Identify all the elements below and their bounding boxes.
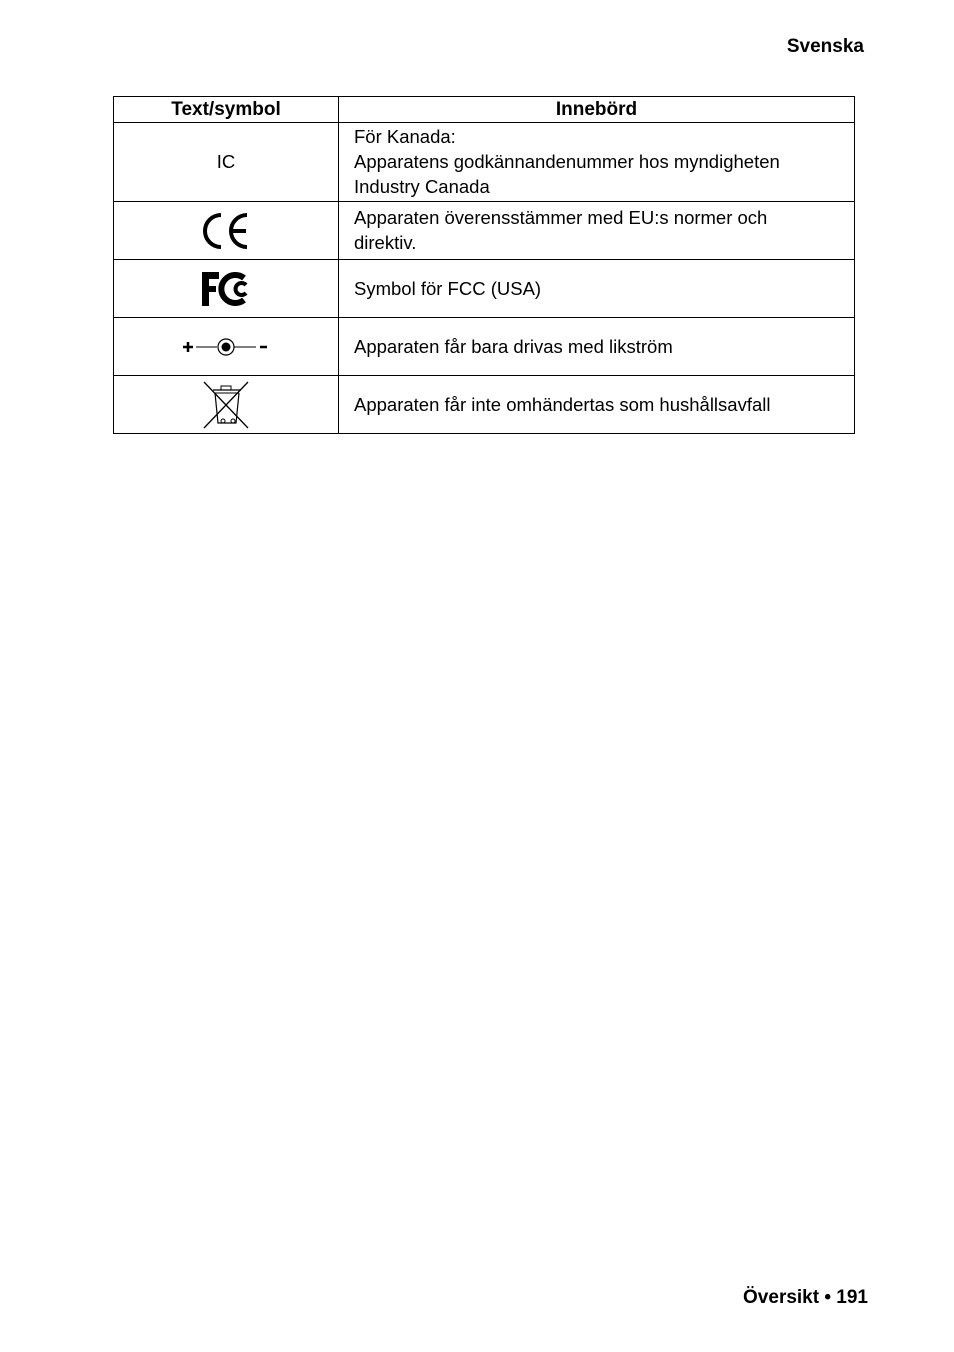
table-row <box>114 260 855 318</box>
symbol-cell-dc <box>114 318 339 376</box>
table-row <box>114 123 855 202</box>
meaning-line: Apparatens godkännandenummer hos myndigheten <box>354 151 780 172</box>
table-header-row <box>114 97 855 123</box>
symbol-cell-fcc <box>114 260 339 318</box>
meaning-cell <box>339 260 855 318</box>
table-row <box>114 202 855 260</box>
page-footer <box>743 1287 868 1309</box>
symbol-cell-weee <box>114 376 339 434</box>
footer-section: Översikt <box>743 1287 820 1308</box>
meaning-line: Symbol för FCC (USA) <box>354 277 542 299</box>
meaning-cell <box>339 376 855 434</box>
meaning-line: Apparaten får bara drivas med likström <box>354 335 673 357</box>
meaning-line: För Kanada: <box>354 126 456 147</box>
meaning-line: Apparaten får inte omhändertas som hushållsavfall <box>354 393 771 415</box>
symbol-table <box>113 96 855 434</box>
meaning-cell <box>339 123 855 202</box>
ce-mark-icon <box>200 211 252 251</box>
meaning-line: Industry Canada <box>354 176 490 197</box>
meaning-cell <box>339 202 855 260</box>
column-header-symbol: Text/symbol <box>114 97 339 123</box>
dc-polarity-icon <box>181 335 271 359</box>
symbol-cell-ce <box>114 202 339 260</box>
footer-separator: • <box>824 1287 832 1308</box>
page-number: 191 <box>836 1287 868 1308</box>
symbol-cell-ic: IC <box>114 123 339 202</box>
fcc-logo-icon <box>200 270 252 308</box>
meaning-cell <box>339 318 855 376</box>
meaning-line: direktiv. <box>354 232 417 253</box>
table-row <box>114 376 855 434</box>
meaning-line: Apparaten överensstämmer med EU:s normer och <box>354 207 768 228</box>
column-header-meaning: Innebörd <box>339 97 855 123</box>
weee-crossed-bin-icon <box>201 379 251 431</box>
page-header-language: Svenska <box>786 36 864 57</box>
table-row <box>114 318 855 376</box>
